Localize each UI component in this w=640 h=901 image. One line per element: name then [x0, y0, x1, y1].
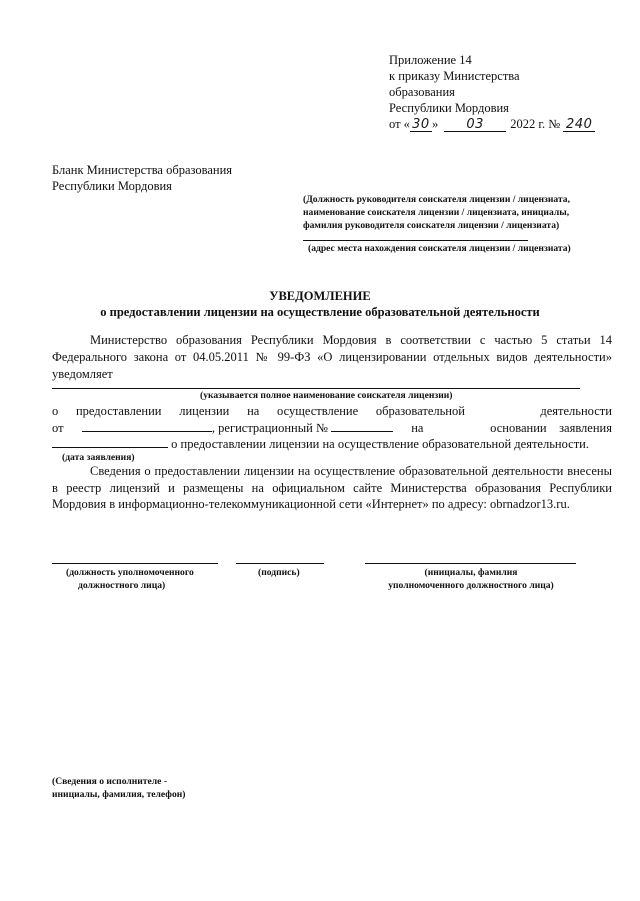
row-2: от , регистрационный № на основании заявления [52, 421, 612, 435]
address-line [303, 240, 528, 241]
order-month: 03 [444, 118, 506, 132]
position-caption: (должность уполномоченного должностного лица) [66, 567, 194, 591]
order-line-2: образования [389, 85, 455, 99]
document-title: УВЕДОМЛЕНИЕ [269, 289, 371, 303]
appendix-block [389, 52, 619, 132]
order-number: 240 [563, 118, 595, 132]
initials-caption: (инициалы, фамилия уполномоченного должностного лица) [388, 567, 554, 591]
recipient-line-1: (Должность руководителя соискателя лицензии / лицензиата, [303, 194, 570, 205]
recipient-line-3: фамилия руководителя соискателя лицензии / лицензиата) [303, 220, 560, 231]
application-date-field [52, 435, 168, 448]
ministry-blank [52, 162, 282, 194]
appendix-title: Приложение 14 [389, 53, 472, 67]
application-date-caption: (дата заявления) [62, 452, 135, 463]
recipient-block [303, 193, 603, 232]
order-date-line: от « 30 » 03 2022 г. № 240 [389, 116, 619, 132]
order-line-3: Республики Мордовия [389, 101, 509, 115]
info-paragraph: Сведения о предоставлении лицензии на осуществление образовательной деятельности внесены в реестр лицензий и размещены на официальном сайте Министерства образования Республики Мордовия в информационно-телекоммуникационной сети «Интернет» по адресу: obrnadzor13.ru. [52, 464, 612, 511]
executor-info: (Сведения о исполнителе - инициалы, фамилия, телефон) [52, 776, 186, 800]
row-1: о предоставлении лицензии на осуществление образовательной деятельности [52, 404, 612, 418]
row-3: о предоставлении лицензии на осуществление образовательной деятельности. [52, 435, 612, 452]
licensee-name-caption: (указывается полное наименование соискателя лицензии) [200, 390, 453, 401]
order-day: 30 [410, 118, 432, 132]
signature-caption: (подпись) [258, 567, 300, 578]
position-line [52, 563, 218, 564]
initials-line [365, 563, 576, 564]
signature-line [236, 563, 324, 564]
order-line-1: к приказу Министерства [389, 69, 520, 83]
recipient-line-2: наименование соискателя лицензии / лицензиата, инициалы, [303, 207, 570, 218]
reg-number-field [331, 419, 393, 432]
document-subtitle: о предоставлении лицензии на осуществление образовательной деятельности [100, 305, 540, 319]
address-caption: (адрес места нахождения соискателя лицензии / лицензиата) [308, 243, 571, 254]
blank-line-1: Бланк Министерства образования [52, 163, 233, 177]
license-date-field [82, 419, 212, 432]
blank-line-2: Республики Мордовия [52, 179, 172, 193]
intro-paragraph: Министерство образования Республики Мордовия в соответствии с частью 5 статьи 14 Федерального закона от 04.05.2011 № 99-ФЗ «О лицензировании отдельных видов деятельности» уведомляет [52, 333, 612, 381]
